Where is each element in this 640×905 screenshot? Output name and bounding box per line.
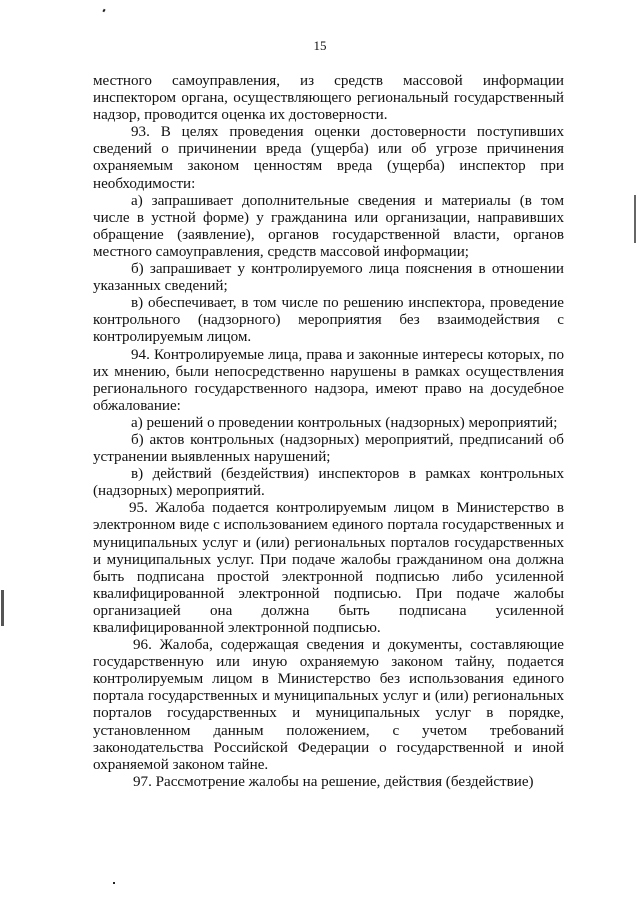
paragraph-94-v: в) действий (бездействия) инспекторов в рамках контрольных (надзорных) мероприятий. — [93, 466, 564, 500]
paragraph-93-a: а) запрашивает дополнительные сведения и материалы (в том числе в устной форме) у гражданина или организации, направивших обращение (заявление), органов государственной власти, органов местного самоуправления, средств массовой информации; — [93, 192, 564, 260]
scan-mark-top — [102, 9, 105, 13]
paragraph-94-b: б) актов контрольных (надзорных) мероприятий, предписаний об устранении выявленных нарушений; — [93, 431, 564, 466]
paragraph-95: 95. Жалоба подается контролируемым лицом в Министерство в электронном виде с использованием единого портала государственных и муниципальных услуг и (или) региональных порталов государственных и муниципальных услуг. При подаче жалобы гражданином она должна быть подписана простой электронной подписью либо усиленной квалифицированной электронной подписью. При подаче жалобы организацией она должна быть подписана усиленной квалифицированной электронной подписью. — [93, 500, 564, 636]
paragraph-97: 97. Рассмотрение жалобы на решение, действия (бездействие) — [133, 773, 534, 790]
scan-edge-mark-left — [1, 590, 4, 626]
scan-mark-bottom — [113, 882, 115, 884]
scan-edge-mark-right — [634, 195, 636, 243]
page-number: 15 — [313, 38, 327, 53]
document-body — [93, 73, 564, 791]
paragraph-93-b: б) запрашивает у контролируемого лица пояснения в отношении указанных сведений; — [93, 261, 564, 295]
paragraph-continuation: местного самоуправления, из средств массовой информации инспектором органа, осуществляющего региональный государственный надзор, проводится оценка их достоверности. — [93, 73, 564, 124]
paragraph-93-v: в) обеспечивает, в том числе по решению инспектора, проведение контрольного (надзорного) мероприятия без взаимодействия с контролируемым лицом. — [93, 295, 564, 346]
paragraph-93: 93. В целях проведения оценки достоверности поступивших сведений о причинении вреда (ущерба) или об угрозе причинения охраняемым законом ценностям вреда (ущерба) инспектор при необходимости: — [93, 124, 564, 192]
paragraph-96: 96. Жалоба, содержащая сведения и документы, составляющие государственную или иную охраняемую законом тайну, подается контролируемым лицом в Министерство без использования единого портала государственных и муниципальных услуг и (или) региональных порталов государственных и муниципальных услуг в порядке, установленном данным положением, с учетом требований законодательства Российской Федерации о государственной и иной охраняемой законом тайне. — [93, 637, 564, 773]
paragraph-94: 94. Контролируемые лица, права и законные интересы которых, по их мнению, были непосредственно нарушены в рамках осуществления регионального государственного надзора, имеют право на досудебное обжалование: — [93, 346, 564, 414]
paragraph-94-a: а) решений о проведении контрольных (надзорных) мероприятий; — [131, 414, 558, 431]
